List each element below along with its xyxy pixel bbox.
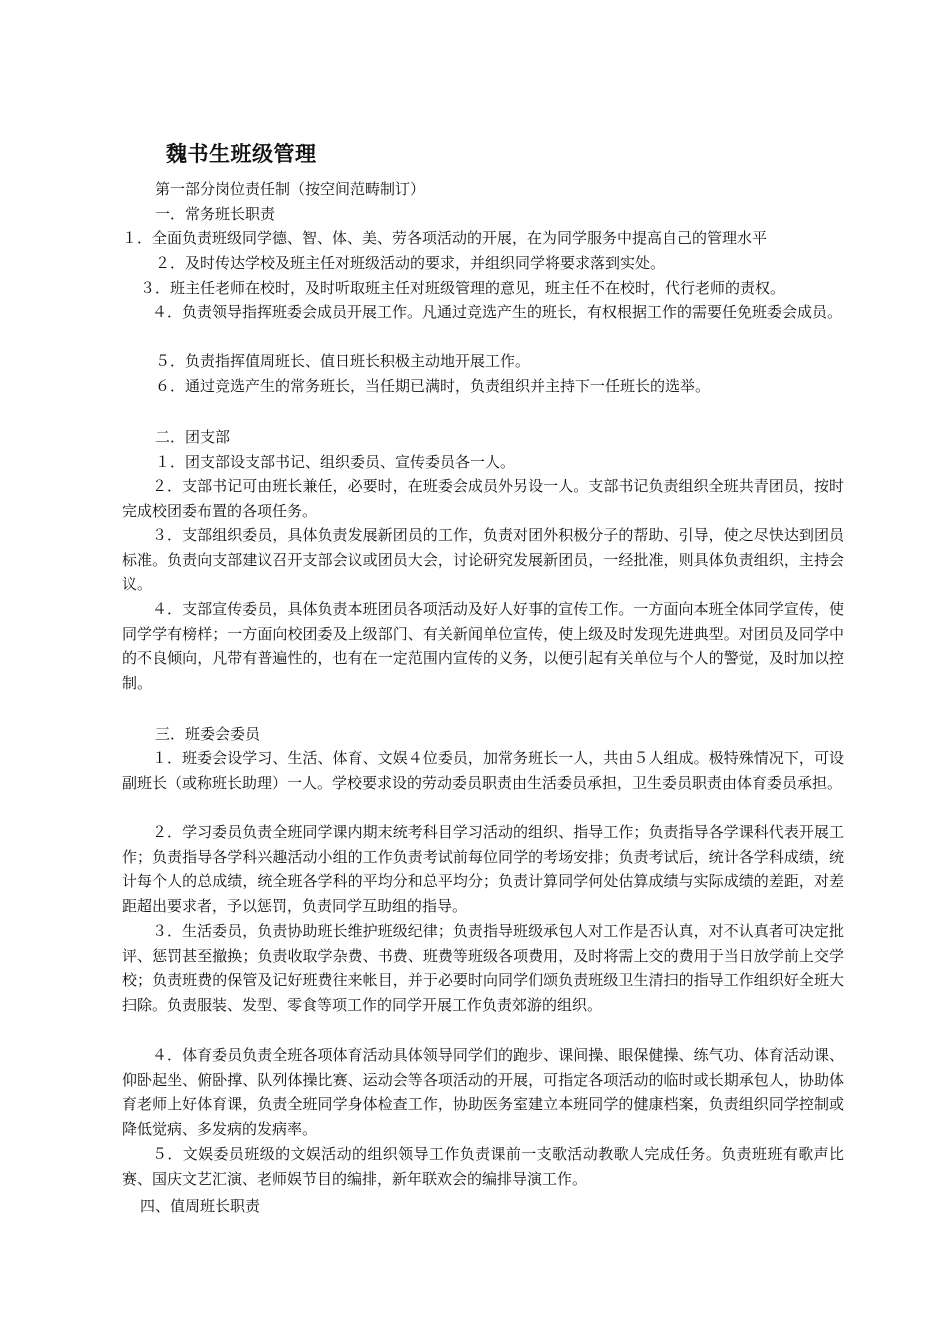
document-title: 魏书生班级管理: [166, 142, 317, 166]
section-2-item-3: ３．支部组织委员，具体负责发展新团员的工作，负责对团外积极分子的帮助、引导，使之尽快达到团员标准。负责向支部建议召开支部会议或团员大会，讨论研究发展新团员，一经批准，则具体负责组织，主持会议。: [122, 526, 844, 594]
part-heading: 第一部分岗位责任制（按空间范畴制订）: [155, 180, 426, 198]
section-1-item-4: ４．负责领导指挥班委会成员开展工作。凡通过竞选产生的班长，有权根据工作的需要任免班委会成员。: [152, 303, 843, 321]
section-1-item-2: ２．及时传达学校及班主任对班级活动的要求，并组织同学将要求落到实处。: [155, 254, 666, 272]
section-heading-1: 一．常务班长职责: [155, 205, 276, 223]
section-2-item-4: ４．支部宣传委员，具体负责本班团员各项活动及好人好事的宣传工作。一方面向本班全体同学宣传，使同学学有榜样；一方面向校团委及上级部门、有关新闻单位宣传，使上级及时发现先进典型。对团员及同学中的不良倾向，凡带有普遍性的，也有在一定范围内宣传的义务，以便引起有关单位与个人的警觉，及时加以控制。: [122, 600, 844, 692]
section-2-item-2: ２．支部书记可由班长兼任，必要时，在班委会成员外另设一人。支部书记负责组织全班共青团员，按时完成校团委布置的各项任务。: [122, 477, 844, 520]
section-3-item-2: ２．学习委员负责全班同学课内期末统考科目学习活动的组织、指导工作；负责指导各学课科代表开展工作；负责指导各学科兴趣活动小组的工作负责考试前每位同学的考场安排；负责考试后，统计各学科成绩，统计每个人的总成绩，统全班各学科的平均分和总平均分；负责计算同学何处估算成绩与实际成绩的差距，对差距超出要求者，予以惩罚，负责同学互助组的指导。: [122, 823, 844, 915]
section-heading-2: 二．团支部: [155, 428, 231, 446]
section-1-item-5: ５．负责指挥值周班长、值日班长积极主动地开展工作。: [155, 352, 531, 370]
section-heading-4: 四、值周班长职责: [140, 1197, 261, 1215]
section-1-item-3: ３．班主任老师在校时，及时听取班主任对班级管理的意见，班主任不在校时，代行老师的责权。: [140, 279, 786, 297]
section-1-item-1: １．全面负责班级同学德、智、体、美、劳各项活动的开展，在为同学服务中提高自己的管理水平: [122, 229, 768, 247]
section-heading-3: 三．班委会委员: [155, 725, 261, 743]
section-3-item-5: ５．文娱委员班级的文娱活动的组织领导工作负责课前一支歌活动教歌人完成任务。负责班班有歌声比赛、国庆文艺汇演、老师娱节目的编排，新年联欢会的编排导演工作。: [122, 1145, 844, 1188]
section-1-item-6: ６．通过竞选产生的常务班长，当任期已满时，负责组织并主持下一任班长的选举。: [155, 377, 711, 395]
section-3-item-4: ４．体育委员负责全班各项体育活动具体领导同学们的跑步、课间操、眼保健操、练气功、体育活动课、仰卧起坐、俯卧撑、队列体操比赛、运动会等各项活动的开展，可指定各项活动的临时或长期承包人，协助体育老师上好体育课，负责全班同学身体检查工作，协助医务室建立本班同学的健康档案，负责组织同学控制或降低觉病、多发病的发病率。: [122, 1046, 844, 1138]
section-3-item-1: １．班委会设学习、生活、体育、文娱４位委员，加常务班长一人，共由５人组成。极特殊情况下，可设副班长（或称班长助理）一人。学校要求设的劳动委员职责由生活委员承担，卫生委员职责由体育委员承担。: [122, 749, 844, 792]
section-3-item-3: ３．生活委员，负责协助班长维护班级纪律；负责指导班级承包人对工作是否认真，对不认真者可决定批评、惩罚甚至撤换；负责收取学杂费、书费、班费等班级各项费用，及时将需上交的费用于当日放学前上交学校；负责班费的保管及记好班费往来帐目，并于必要时向同学们颂负责班级卫生清扫的指导工作组织好全班大扫除。负责服装、发型、零食等项工作的同学开展工作负责郊游的组织。: [122, 922, 844, 1014]
section-2-item-1: １．团支部设支部书记、组织委员、宣传委员各一人。: [155, 453, 516, 471]
